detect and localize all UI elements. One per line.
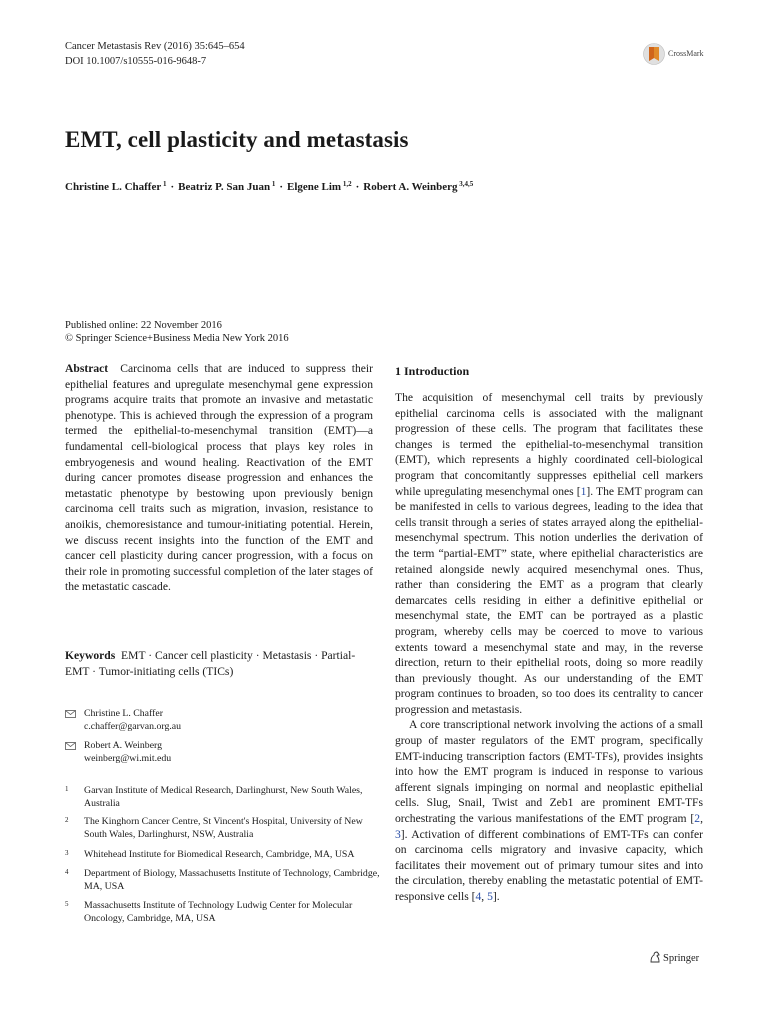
author-affiliation-marker: 1	[161, 180, 167, 188]
author-name[interactable]: Beatriz P. San Juan	[178, 181, 271, 193]
keywords-text: EMT · Cancer cell plasticity · Metastasis · Partial-EMT · Tumor-initiating cells (TICs)	[65, 649, 356, 678]
affiliation-number: 5	[65, 900, 69, 908]
crossmark-label: CrossMark	[668, 49, 704, 58]
copyright-notice: © Springer Science+Business Media New York 2016	[65, 333, 289, 344]
crossmark-icon	[643, 42, 665, 68]
author-name[interactable]: Elgene Lim	[286, 181, 342, 193]
affiliation-text: Garvan Institute of Medical Research, Darlinghurst, New South Wales, Australia	[84, 785, 363, 809]
publisher-logo	[649, 951, 699, 964]
publisher-name: Springer	[663, 953, 700, 964]
author-affiliation-marker: 3,4,5	[457, 180, 474, 188]
author-list	[65, 180, 473, 193]
envelope-icon	[65, 710, 76, 718]
author-separator: ·	[355, 181, 360, 193]
abstract-label: Abstract	[65, 362, 109, 375]
author-separator: ·	[279, 181, 283, 193]
body-paragraph: The acquisition of mesenchymal cell traits by previously epithelial carcinoma cells is associated with the malignant progression of these cells. The program that facilitates these changes is termed the epithelial-to-mesenchymal transition (EMT), which represents a highly coordinated cell-biological program that concomitantly suppresses epithelial cell markers while upregulating mesenchymal ones [1]. The EMT program can be manifested in cells to various degrees, leading to the idea that cells transit through a series of states arrayed along the epithelial-mesenchymal spectrum. This notion underlies the derivation of the term “partial-EMT” state, where epithelial characteristics are retained alongside newly acquired mesenchymal ones. Thus, rather than considering the EMT as a program that clearly demarcates cells residing in either a definitive epithelial or mesenchymal state, the EMT can be portrayed as a plastic program, whereby cells may be coerced to move to various extents toward a mesenchymal state and may, in the reverse direction, return to their epithelial roots, doing so more readily than previously thought. As our understanding of the EMT program continues to broaden, so too does its centrality to cancer progression and metastasis.	[395, 391, 703, 716]
author-affiliation-marker: 1,2	[341, 180, 352, 188]
affiliation-text: Whitehead Institute for Biomedical Research, Cambridge, MA, USA	[84, 849, 355, 860]
introduction-body	[395, 390, 703, 905]
contact-email[interactable]: weinberg@wi.mit.edu	[84, 752, 172, 764]
contact-name: Christine L. Chaffer	[84, 708, 163, 719]
publication-info	[65, 319, 289, 345]
affiliation-number: 1	[65, 785, 69, 793]
author-name[interactable]: Christine L. Chaffer	[65, 181, 162, 193]
doi[interactable]: DOI 10.1007/s10555-016-9648-7	[65, 56, 207, 67]
citation-link[interactable]: 4	[475, 890, 482, 903]
article-title: EMT, cell plasticity and metastasis	[65, 127, 409, 152]
keywords-label: Keywords	[65, 649, 116, 662]
crossmark-badge[interactable]	[641, 40, 721, 70]
affiliation-number: 2	[65, 816, 69, 824]
springer-horse-icon	[649, 951, 661, 963]
keywords	[65, 648, 373, 680]
contact-email[interactable]: c.chaffer@garvan.org.au	[84, 720, 182, 732]
citation-link[interactable]: 5	[487, 890, 493, 903]
affiliation-text: Department of Biology, Massachusetts Institute of Technology, Cambridge, MA, USA	[84, 868, 380, 892]
published-date: Published online: 22 November 2016	[65, 320, 222, 331]
affiliation-text: The Kinghorn Cancer Centre, St Vincent's Hospital, University of New South Wales, Darlinghurst, NSW, Australia	[84, 816, 363, 840]
abstract-text: Carcinoma cells that are induced to suppress their epithelial features and upregulate mesenchymal gene expression programs acquire traits that promote an invasive and metastatic phenotype. This is achieved through the expression of a program termed the epithelial-to-mesenchymal transition (EMT)—a fundamental cell-biological process that plays key roles in embryogenesis and wound healing. Reactivation of the EMT during cancer promotes disease progression and enhances the metastatic phenotype by bestowing upon previously benign carcinoma cell traits such as migration, invasion, resistance to anoikis, chemoresistance and tumour-initiating potential. Herein, we discuss recent insights into the function of the EMT and cancer cell plasticity during cancer progression, with a focus on their role in promoting successful completion of the later stages of the metastatic cascade.	[65, 362, 374, 594]
citation-link[interactable]: 2	[694, 812, 701, 826]
journal-citation: Cancer Metastasis Rev (2016) 35:645–654	[65, 41, 245, 52]
section-heading: 1 Introduction	[395, 364, 470, 378]
contact-name: Robert A. Weinberg	[84, 740, 163, 751]
author-affiliation-marker: 1	[270, 180, 276, 188]
author-name[interactable]: Robert A. Weinberg	[363, 181, 458, 193]
body-paragraph: A core transcriptional network involving the actions of a small group of master regulators of the EMT program, specifically EMT-inducing transcription factors (EMT-TFs), provides insights into how the EMT program is induced in response to various afferent signals impinging on normal and neoplastic epithelial cells. Slug, Snail, Twist and Zeb1 are prominent EMT-TFs orchestrating the various manifestations of the EMT program [2, 3]. Activation of different combinations of EMT-TFs can confer on carcinoma cells migratory and invasive capacity, which facilitates their movement out of primary tumour sites and into the circulation, thereby enabling the metastatic potential of EMT-responsive cells [4, 5].	[395, 718, 703, 903]
affiliation-text: Massachusetts Institute of Technology Ludwig Center for Molecular Oncology, Cambridge, MA, USA	[84, 900, 353, 924]
affiliation-number: 3	[65, 849, 69, 857]
citation-link[interactable]: 3	[395, 827, 401, 841]
envelope-icon	[65, 742, 76, 750]
citation-link[interactable]: 1	[580, 484, 587, 498]
abstract	[65, 361, 373, 595]
author-separator: ·	[170, 181, 175, 193]
affiliation-number: 4	[65, 868, 69, 876]
